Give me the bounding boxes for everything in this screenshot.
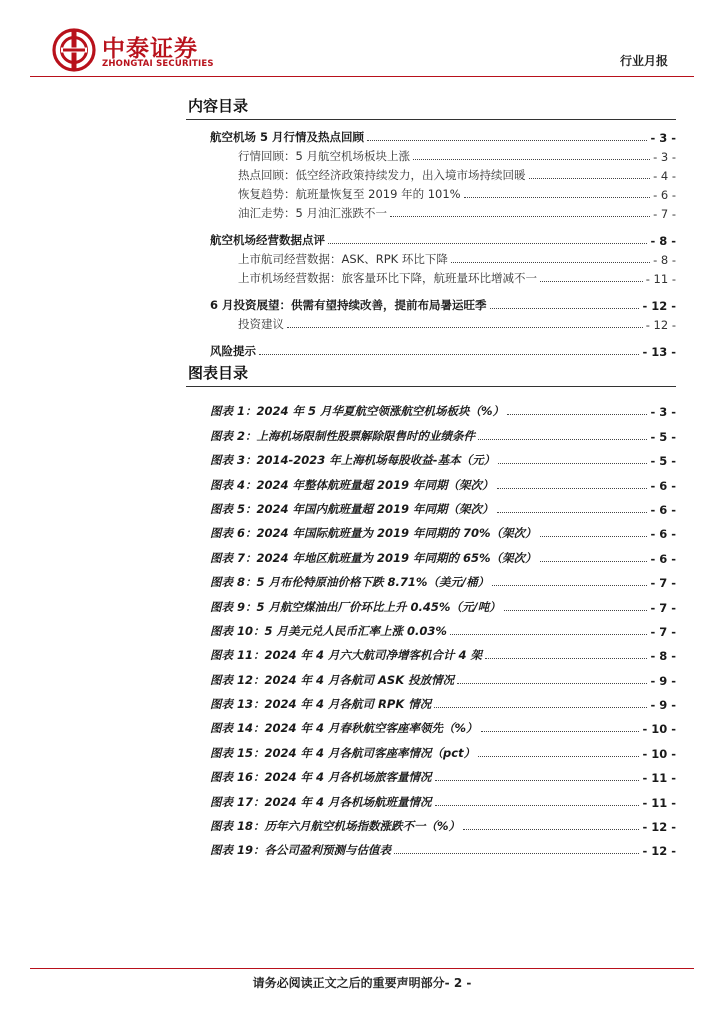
- figure-entry-page: - 12 -: [642, 820, 676, 835]
- dot-leader: [259, 354, 639, 355]
- toc-subsection-entry[interactable]: [210, 183, 676, 202]
- figure-entry[interactable]: [210, 566, 676, 590]
- dot-leader: [478, 439, 647, 440]
- dot-leader: [435, 805, 640, 806]
- figure-entry-label: 图表 7：2024 年地区航班量为 2019 年同期的 65%（架次）: [210, 550, 537, 565]
- toc-entry-page: - 8 -: [650, 234, 676, 248]
- figure-entry-label: 图表 13：2024 年 4 月各航司 RPK 情况: [210, 697, 432, 712]
- figure-entry[interactable]: [210, 810, 676, 834]
- dot-leader: [504, 610, 648, 611]
- dot-leader: [540, 561, 648, 562]
- figure-entry[interactable]: [210, 419, 676, 443]
- toc-subsection-entry[interactable]: [210, 164, 676, 183]
- figure-entry-page: - 6 -: [650, 502, 676, 517]
- dot-leader: [497, 488, 648, 489]
- report-type: 行业月报: [619, 54, 668, 68]
- toc-entry-page: - 3 -: [650, 131, 676, 145]
- toc-gap: [210, 332, 676, 340]
- toc-entry-label: 上市航司经营数据：ASK、RPK 环比下降: [238, 252, 448, 266]
- toc-entry-page: - 8 -: [653, 253, 676, 267]
- toc-title-rule: [186, 119, 676, 120]
- dot-leader: [367, 140, 647, 141]
- toc-entry-label: 热点回顾：低空经济政策持续发力，出入境市场持续回暖: [238, 168, 526, 182]
- dot-leader: [498, 463, 647, 464]
- figure-entry-page: - 9 -: [650, 698, 676, 713]
- toc-subsection-entry[interactable]: [210, 145, 676, 164]
- toc-entry-page: - 7 -: [653, 207, 676, 221]
- footer-page-number: - 2 -: [444, 976, 472, 990]
- brand-name-en: ZHONGTAI SECURITIES: [102, 59, 214, 69]
- figure-entry-page: - 8 -: [650, 649, 676, 664]
- page-header: [0, 0, 724, 80]
- figure-entry[interactable]: [210, 615, 676, 639]
- figure-entry-page: - 6 -: [650, 551, 676, 566]
- dot-leader: [413, 159, 650, 160]
- figure-entry[interactable]: [210, 493, 676, 517]
- figure-entry-label: 图表 14：2024 年 4 月春秋航空客座率领先（%）: [210, 721, 478, 736]
- dot-leader: [434, 707, 647, 708]
- dot-leader: [390, 216, 650, 217]
- figure-entry[interactable]: [210, 712, 676, 736]
- figure-entry-label: 图表 8：5 月布伦特原油价格下跌 8.71%（美元/桶）: [210, 575, 490, 590]
- figure-entry-label: 图表 18：历年六月航空机场指数涨跌不一（%）: [210, 819, 461, 834]
- figure-entry[interactable]: [210, 785, 676, 809]
- figure-entry[interactable]: [210, 395, 676, 419]
- toc-gap: [210, 286, 676, 294]
- figure-entry[interactable]: [210, 517, 676, 541]
- toc-section-entry[interactable]: [210, 340, 676, 359]
- toc-entry-label: 行情回顾：5 月航空机场板块上涨: [238, 149, 410, 163]
- toc-section-entry[interactable]: [210, 229, 676, 248]
- toc-gap: [210, 221, 676, 229]
- figure-entry-label: 图表 12：2024 年 4 月各航司 ASK 投放情况: [210, 672, 455, 687]
- figure-entry[interactable]: [210, 444, 676, 468]
- toc-entry-page: - 13 -: [642, 345, 676, 359]
- figure-entry-label: 图表 6：2024 年国际航班量为 2019 年同期的 70%（架次）: [210, 526, 537, 541]
- toc-subsection-entry[interactable]: [210, 202, 676, 221]
- dot-leader: [457, 683, 647, 684]
- figure-entry[interactable]: [210, 541, 676, 565]
- figure-entry-page: - 5 -: [650, 429, 676, 444]
- figure-entry-page: - 11 -: [642, 771, 676, 786]
- figure-entry-page: - 6 -: [650, 478, 676, 493]
- page-footer: [0, 974, 724, 991]
- dot-leader: [328, 243, 647, 244]
- dot-leader: [492, 585, 647, 586]
- zhongtai-logo-icon: [52, 28, 96, 72]
- figure-entry[interactable]: [210, 663, 676, 687]
- figure-entry[interactable]: [210, 761, 676, 785]
- dot-leader: [481, 731, 640, 732]
- figure-entry-label: 图表 2：上海机场限制性股票解除限售时的业绩条件: [210, 428, 476, 443]
- dot-leader: [394, 853, 639, 854]
- dot-leader: [529, 178, 651, 179]
- dot-leader: [435, 780, 640, 781]
- figure-entry-label: 图表 11：2024 年 4 月六大航司净增客机合计 4 架: [210, 648, 483, 663]
- toc-entry-page: - 4 -: [653, 169, 676, 183]
- figure-entry-page: - 7 -: [650, 576, 676, 591]
- toc-entry-label: 航空机场 5 月行情及热点回顾: [210, 130, 365, 144]
- figure-entry-label: 图表 4：2024 年整体航班量超 2019 年同期（架次）: [210, 477, 494, 492]
- figure-entry-page: - 10 -: [642, 722, 676, 737]
- toc-subsection-entry[interactable]: [210, 313, 676, 332]
- toc-entry-label: 风险提示: [210, 344, 256, 358]
- dot-leader: [497, 512, 648, 513]
- figure-entry-label: 图表 3：2014-2023 年上海机场每股收益-基本（元）: [210, 453, 496, 468]
- toc-entry-page: - 6 -: [653, 188, 676, 202]
- figures-title-rule: [186, 386, 676, 387]
- figure-entry[interactable]: [210, 736, 676, 760]
- dot-leader: [485, 658, 647, 659]
- dot-leader: [507, 414, 647, 415]
- figure-entry-label: 图表 10：5 月美元兑人民币汇率上涨 0.03%: [210, 623, 447, 638]
- footer-divider: [30, 968, 694, 969]
- figure-entry-label: 图表 1：2024 年 5 月华夏航空领涨航空机场板块（%）: [210, 404, 505, 419]
- figure-entry-page: - 6 -: [650, 527, 676, 542]
- dot-leader: [540, 536, 648, 537]
- figure-entry-page: - 7 -: [650, 600, 676, 615]
- toc-section-entry[interactable]: [210, 294, 676, 313]
- figure-entry-page: - 12 -: [642, 844, 676, 859]
- figure-entry-page: - 3 -: [650, 405, 676, 420]
- toc-entry-page: - 3 -: [653, 150, 676, 164]
- toc-subsection-entry[interactable]: [210, 267, 676, 286]
- footer-disclaimer: 请务必阅读正文之后的重要声明部分: [252, 976, 445, 990]
- dot-leader: [540, 281, 643, 282]
- dot-leader: [478, 756, 639, 757]
- header-divider: [30, 76, 694, 77]
- figure-entry-page: - 11 -: [642, 795, 676, 810]
- figure-entry[interactable]: [210, 834, 676, 858]
- toc-entry-label: 6 月投资展望：供需有望持续改善，提前布局暑运旺季: [210, 298, 487, 312]
- dot-leader: [490, 308, 640, 309]
- figure-entry-page: - 5 -: [650, 454, 676, 469]
- toc-entry-label: 航空机场经营数据点评: [210, 233, 325, 247]
- toc-entry-page: - 11 -: [645, 272, 676, 286]
- figure-entry-page: - 9 -: [650, 673, 676, 688]
- toc-entry-label: 恢复趋势：航班量恢复至 2019 年的 101%: [238, 187, 461, 201]
- figure-entry[interactable]: [210, 639, 676, 663]
- dot-leader: [464, 197, 650, 198]
- figure-entry-label: 图表 17：2024 年 4 月各机场航班量情况: [210, 794, 432, 809]
- toc-subsection-entry[interactable]: [210, 248, 676, 267]
- toc-entry-label: 上市机场经营数据：旅客量环比下降，航班量环比增减不一: [238, 271, 537, 285]
- figure-entry-label: 图表 5：2024 年国内航班量超 2019 年同期（架次）: [210, 501, 494, 516]
- figure-entry-label: 图表 9：5 月航空煤油出厂价环比上升 0.45%（元/吨）: [210, 599, 501, 614]
- toc-entry-label: 油汇走势：5 月油汇涨跌不一: [238, 206, 387, 220]
- figure-entry-label: 图表 16：2024 年 4 月各机场旅客量情况: [210, 770, 432, 785]
- toc-entry-page: - 12 -: [645, 318, 676, 332]
- figure-entry-page: - 10 -: [642, 746, 676, 761]
- figure-entry[interactable]: [210, 468, 676, 492]
- dot-leader: [450, 634, 648, 635]
- toc-list: [210, 126, 676, 359]
- figures-list: [210, 395, 676, 858]
- dot-leader: [463, 829, 639, 830]
- dot-leader: [287, 327, 643, 328]
- figure-entry-label: 图表 15：2024 年 4 月各航司客座率情况（pct）: [210, 745, 476, 760]
- figures-title: 图表目录: [188, 364, 249, 382]
- toc-title: 内容目录: [188, 97, 249, 115]
- toc-entry-label: 投资建议: [238, 317, 284, 331]
- toc-entry-page: - 12 -: [642, 299, 676, 313]
- brand-name-cn: 中泰证券: [102, 36, 198, 62]
- figure-entry[interactable]: [210, 590, 676, 614]
- zhongtai-logo: [52, 28, 212, 74]
- figure-entry-page: - 7 -: [650, 624, 676, 639]
- figure-entry[interactable]: [210, 688, 676, 712]
- dot-leader: [451, 262, 650, 263]
- figure-entry-label: 图表 19：各公司盈利预测与估值表: [210, 843, 392, 858]
- toc-section-entry[interactable]: [210, 126, 676, 145]
